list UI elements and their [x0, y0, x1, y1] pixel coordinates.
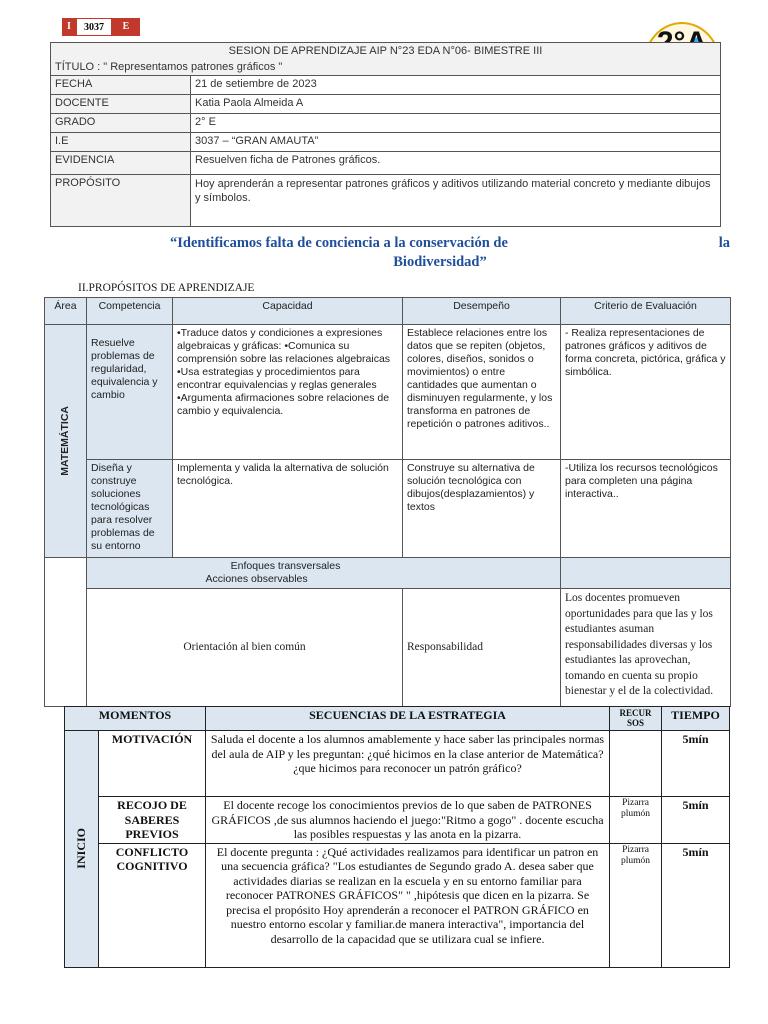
row-label: FECHA [51, 76, 191, 95]
strategy-sequence-table [64, 706, 730, 968]
col-header: Competencia [87, 298, 173, 325]
col-header: Área [45, 298, 87, 325]
competencia-cell: Resuelve problemas de regularidad, equivalencia y cambio [87, 325, 173, 460]
session-header-table [50, 42, 721, 227]
competencia-cell: Diseña y construye soluciones tecnológicas para resolver problemas de su entorno [87, 460, 173, 558]
school-logo [62, 18, 140, 36]
col-header: Desempeño [403, 298, 561, 325]
recursos-cell: Pizarra plumón [610, 797, 662, 844]
capacidad-cell: •Traduce datos y condiciones a expresiones algebraicas y gráficas: •Comunica su comprensión sobre las relaciones algebraicas •Usa estrategias y procedimientos para encontrar equivalencias y reglas generales •Argumenta afirmaciones sobre relaciones de cambio y equivalencia. [173, 325, 403, 460]
logo-left: I [62, 18, 76, 36]
logo-right: E [112, 18, 140, 36]
row-value: 21 de setiembre de 2023 [191, 76, 721, 95]
row-value: 3037 – “GRAN AMAUTA” [191, 133, 721, 152]
texto-cell: El docente recoge los conocimientos previos de lo que saben de PATRONES GRÁFICOS ,de sus alumnos haciendo el juego:"Ritmo a gogo" . docente escucha las posibles respuestas y las anota en la pizarra. [206, 797, 610, 844]
col-header: Capacidad [173, 298, 403, 325]
recursos-cell: Pizarra plumón [610, 843, 662, 967]
motto-quote [170, 234, 730, 272]
session-title: SESION DE APRENDIZAJE AIP N°23 EDA N°06- BIMESTRE III [51, 43, 721, 60]
phase-label: INICIO [74, 828, 89, 870]
texto-cell: Saluda el docente a los alumnos amablemente y hace saber las principales normas del aula de AIP y les preguntan: ¿qué hicimos en la clase anterior de Matemática?¿que hicimos para reconocer un patrón gráfico? [206, 731, 610, 797]
desempeno-cell: Construye su alternativa de solución tecnológica con dibujos(desplazamientos) y textos [403, 460, 561, 558]
area-cell [45, 325, 87, 558]
momento-cell: MOTIVACIÓN [99, 731, 206, 797]
tiempo-cell: 5mín [662, 843, 730, 967]
momento-cell: CONFLICTO COGNITIVO [99, 843, 206, 967]
row-label: DOCENTE [51, 95, 191, 114]
row-value: Hoy aprenderán a representar patrones gráficos y aditivos utilizando material concreto y mediante dibujos y símbolos. [191, 175, 721, 227]
section-title: II.PROPÓSITOS DE APRENDIZAJE [78, 282, 255, 294]
row-label: I.E [51, 133, 191, 152]
valor-cell: Responsabilidad [403, 589, 561, 707]
criterio-cell: - Realiza representaciones de patrones gráficos y aditivos de forma concreta, pictórica, gráfica y simbólica. [561, 325, 731, 460]
quote-line-1-end: la [718, 235, 730, 251]
enfoque-cell: Orientación al bien común [87, 589, 403, 707]
col-header-secuencias: SECUENCIAS DE LA ESTRATEGIA [206, 707, 610, 731]
row-value: Resuelven ficha de Patrones gráficos. [191, 152, 721, 175]
col-header-tiempo: TIEMPO [662, 707, 730, 731]
row-value: 2° E [191, 114, 721, 133]
row-label: GRADO [51, 114, 191, 133]
recursos-cell [610, 731, 662, 797]
quote-line-1: “Identificamos falta de conciencia a la conservación de [170, 235, 508, 251]
texto-cell: El docente pregunta : ¿Qué actividades realizamos para identificar un patron en una secuencia gráfica? "Los estudiantes de Segundo grado A. desea saber que actividades diarias se realizan en la escuela y en su entorno familiar para reconocer PATRONES GRÁFICOS" " ,hipótesis que dicen en la pizarra. Se precisa el propósito Hoy aprenderán a reconocer el PATRON GRÁFICO en nuestro entorno escolar y familiar.de manera interactiva", importancia del desarrollo de la capacidad que se utilizara cual se infiere. [206, 843, 610, 967]
col-header-momentos: MOMENTOS [65, 707, 206, 731]
row-label: EVIDENCIA [51, 152, 191, 175]
phase-cell [65, 731, 99, 968]
accion-cell: Los docentes promueven oportunidades para que las y los estudiantes asuman responsabilidades diversas y los estudiantes las aprovechan, tomando en cuenta su propio bienestar y el de la colectividad. [561, 589, 731, 707]
logo-number: 3037 [76, 18, 112, 36]
criterio-cell: -Utiliza los recursos tecnológicos para completen una página interactiva.. [561, 460, 731, 558]
enfoques-label: Enfoques transversales Acciones observables [87, 558, 561, 589]
col-header: Criterio de Evaluación [561, 298, 731, 325]
capacidad-cell: Implementa y valida la alternativa de solución tecnológica. [173, 460, 403, 558]
tiempo-cell: 5mín [662, 797, 730, 844]
area-label: MATEMÁTICA [59, 406, 71, 476]
row-value: Katia Paola Almeida A [191, 95, 721, 114]
desempeno-cell: Establece relaciones entre los datos que se repiten (objetos, colores, diseños, sonidos o movimientos) o entre cantidades que aumentan o disminuyen regularmente, y los transforma en patrones de repetición o patrones aditivos.. [403, 325, 561, 460]
tiempo-cell: 5mín [662, 731, 730, 797]
competencies-table [44, 297, 731, 707]
momento-cell: RECOJO DE SABERES PREVIOS [99, 797, 206, 844]
col-header-recursos: RECUR SOS [610, 707, 662, 731]
row-label: PROPÓSITO [51, 175, 191, 227]
quote-line-2: Biodiversidad” [393, 254, 487, 270]
lesson-title: TÍTULO : " Representamos patrones gráficos " [51, 59, 721, 76]
acciones-label: Acciones observables [205, 573, 308, 585]
